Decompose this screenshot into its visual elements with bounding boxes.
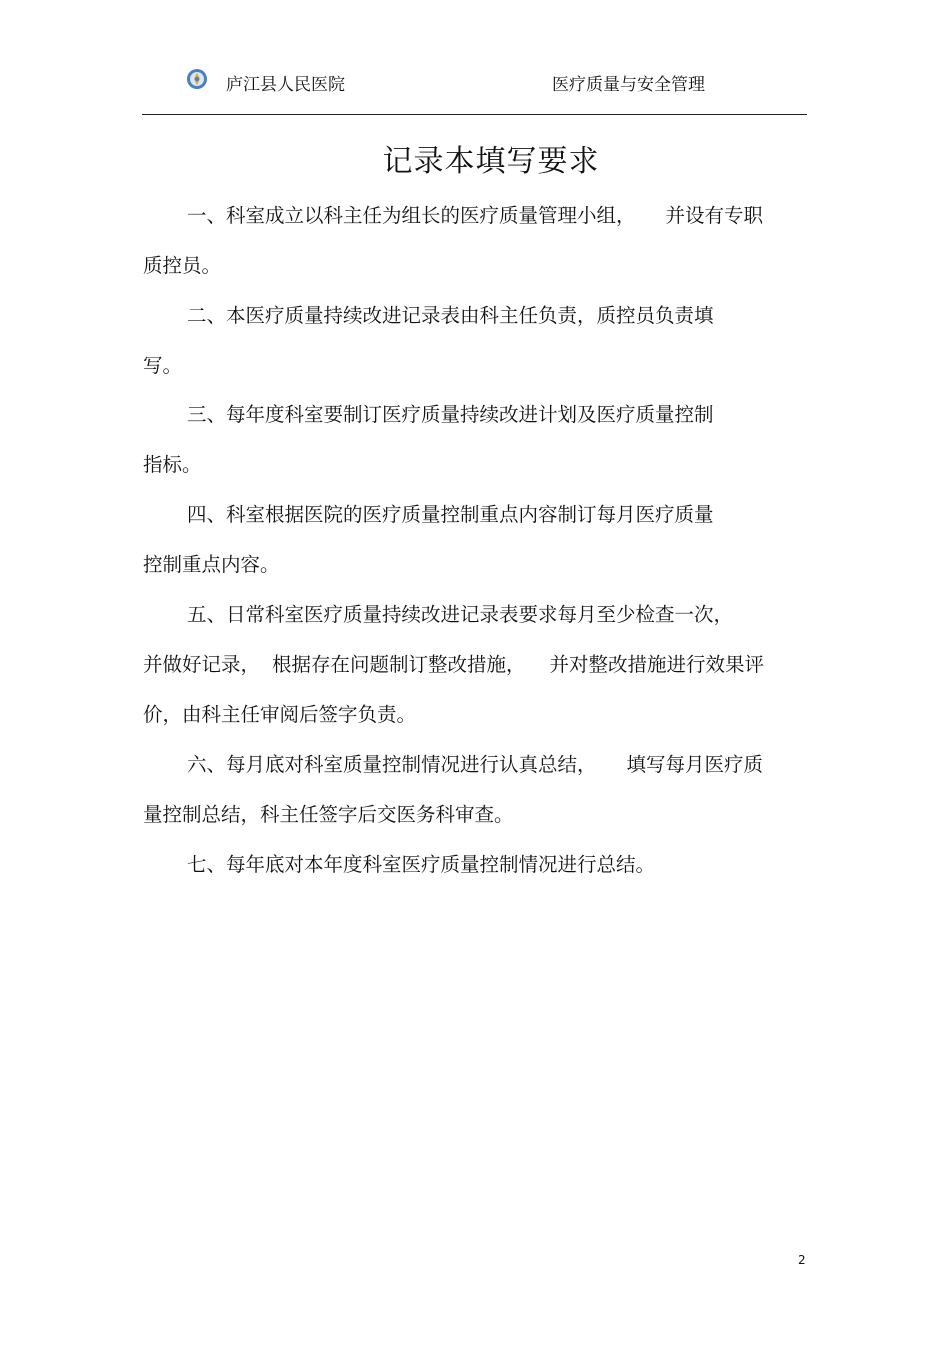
paragraph-line: 量控制总结，科主任签字后交医务科审查。 (143, 803, 514, 826)
paragraph-line: 七、每年底对本年度科室医疗质量控制情况进行总结。 (187, 853, 656, 876)
paragraph-line: 三、每年度科室要制订医疗质量持续改进计划及医疗质量控制 (187, 403, 714, 426)
paragraph-line: 指标。 (143, 453, 202, 476)
paragraph-line: 写。 (143, 354, 183, 377)
page-header (142, 62, 807, 115)
line-segment: 填写每月医疗质 (626, 753, 764, 776)
line-segment: 六、每月底对科室质量控制情况进行认真总结， (187, 753, 597, 776)
line-segment: 并设有专职 (665, 204, 764, 227)
paragraph-line: 控制重点内容。 (143, 553, 280, 576)
paragraph-line: 五、日常科室医疗质量持续改进记录表要求每月至少检查一次， (187, 603, 734, 626)
line-segment: 并做好记录， (143, 653, 261, 676)
line-segment: 并对整改措施进行效果评 (549, 653, 765, 676)
page-number: 2 (798, 1253, 806, 1267)
hospital-emblem-icon (186, 68, 208, 90)
paragraph-line: 价，由科主任审阅后签字负责。 (143, 703, 417, 726)
paragraph-line (187, 755, 763, 775)
paragraph-line: 二、本医疗质量持续改进记录表由科主任负责，质控员负责填 (187, 304, 714, 327)
paragraph-line (143, 655, 764, 675)
page-title: 记录本填写要求 (382, 144, 600, 179)
line-segment: 一、科室成立以科主任为组长的医疗质量管理小组， (187, 204, 636, 227)
paragraph-line (187, 206, 763, 226)
paragraph-line: 质控员。 (143, 254, 222, 277)
line-segment: 根据存在问题制订整改措施， (272, 653, 526, 676)
paragraph-line: 四、科室根据医院的医疗质量控制重点内容制订每月医疗质量 (187, 503, 714, 526)
header-section-title: 医疗质量与安全管理 (552, 75, 705, 95)
hospital-name: 庐江县人民医院 (226, 75, 345, 95)
